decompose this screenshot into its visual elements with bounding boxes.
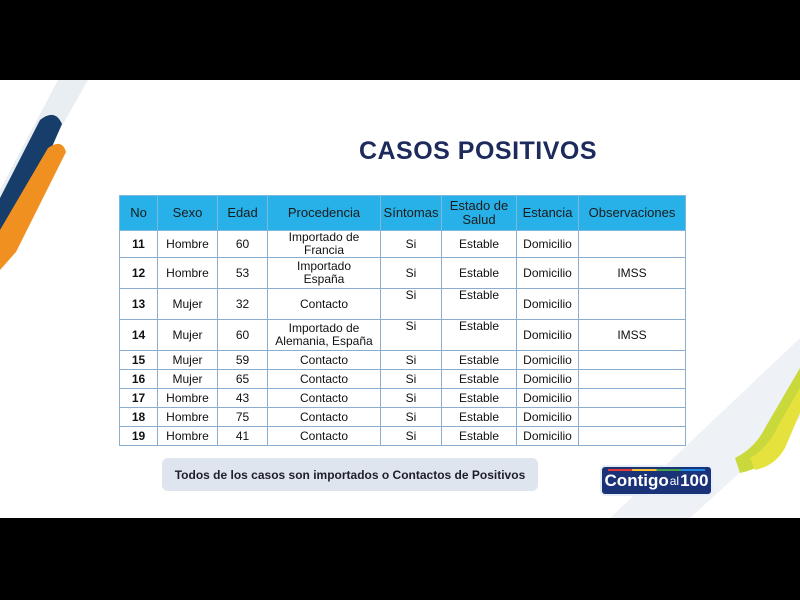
cell-no: 14	[120, 320, 158, 351]
cell-sexo: Hombre	[158, 231, 218, 258]
cell-observaciones	[579, 427, 686, 446]
cell-sexo: Hombre	[158, 389, 218, 408]
cell-sintomas: Si	[381, 427, 442, 446]
cell-estancia: Domicilio	[517, 427, 579, 446]
table-row	[120, 351, 686, 370]
cell-sexo: Mujer	[158, 289, 218, 320]
cell-estado: Estable	[442, 389, 517, 408]
table-header-row	[120, 196, 686, 231]
cell-estado: Estable	[442, 370, 517, 389]
cell-procedencia: Contacto	[268, 389, 381, 408]
header-estancia: Estancia	[517, 196, 579, 231]
cell-estado: Estable	[442, 351, 517, 370]
cell-estancia: Domicilio	[517, 231, 579, 258]
logo-color-bar	[608, 469, 705, 471]
cell-sexo: Mujer	[158, 320, 218, 351]
cell-edad: 59	[218, 351, 268, 370]
cell-edad: 60	[218, 320, 268, 351]
logo-text-100: 100	[680, 470, 709, 490]
cell-no: 12	[120, 258, 158, 289]
cell-procedencia	[268, 258, 381, 289]
cell-sintomas: Si	[381, 370, 442, 389]
cell-estancia: Domicilio	[517, 370, 579, 389]
table-row	[120, 389, 686, 408]
cell-sexo: Hombre	[158, 427, 218, 446]
cell-sintomas: Si	[381, 320, 442, 351]
cell-sexo: Mujer	[158, 351, 218, 370]
cell-no: 16	[120, 370, 158, 389]
table-row	[120, 231, 686, 258]
header-no: No	[120, 196, 158, 231]
table-row	[120, 258, 686, 289]
table-row	[120, 408, 686, 427]
cell-estancia: Domicilio	[517, 389, 579, 408]
cell-procedencia: Contacto	[268, 351, 381, 370]
decorative-swoosh-left	[0, 80, 110, 280]
cell-sexo: Hombre	[158, 408, 218, 427]
table-row	[120, 289, 686, 320]
summary-note	[162, 458, 538, 491]
table-row	[120, 370, 686, 389]
cell-sexo: Hombre	[158, 258, 218, 289]
procedencia-text: Importado España	[296, 259, 352, 286]
cell-estancia: Domicilio	[517, 258, 579, 289]
table-row	[120, 427, 686, 446]
cell-edad: 65	[218, 370, 268, 389]
cell-estado: Estable	[442, 258, 517, 289]
header-edad: Edad	[218, 196, 268, 231]
logo-text-al: al	[669, 473, 680, 488]
procedencia-text: Importado de Alemania, España	[275, 321, 373, 348]
cell-estancia: Domicilio	[517, 408, 579, 427]
cell-observaciones: IMSS	[579, 258, 686, 289]
cell-no: 13	[120, 289, 158, 320]
cell-estancia: Domicilio	[517, 289, 579, 320]
summary-note-text: Todos de los casos son importados o Contactos de Positivos	[174, 467, 526, 482]
slide	[0, 80, 800, 518]
cell-sintomas: Si	[381, 408, 442, 427]
cell-observaciones: IMSS	[579, 320, 686, 351]
header-procedencia: Procedencia	[268, 196, 381, 231]
cell-observaciones	[579, 231, 686, 258]
cell-sintomas: Si	[381, 389, 442, 408]
cell-estado: Estable	[442, 427, 517, 446]
cell-edad: 75	[218, 408, 268, 427]
cell-observaciones	[579, 408, 686, 427]
cell-observaciones	[579, 289, 686, 320]
cell-sintomas: Si	[381, 351, 442, 370]
cell-observaciones	[579, 389, 686, 408]
cell-observaciones	[579, 370, 686, 389]
header-sintomas: Síntomas	[381, 196, 442, 231]
cell-edad: 32	[218, 289, 268, 320]
cell-no: 17	[120, 389, 158, 408]
cell-procedencia: Contacto	[268, 427, 381, 446]
cell-procedencia: Importado de Francia	[268, 231, 381, 258]
cell-edad: 41	[218, 427, 268, 446]
page-title: CASOS POSITIVOS	[358, 137, 598, 165]
cell-procedencia: Contacto	[268, 408, 381, 427]
cell-procedencia	[268, 320, 381, 351]
cell-observaciones	[579, 351, 686, 370]
header-estado: Estado de Salud	[442, 196, 517, 231]
cell-estado: Estable	[442, 320, 517, 351]
cell-estado: Estable	[442, 289, 517, 320]
cell-no: 15	[120, 351, 158, 370]
cell-no: 11	[120, 231, 158, 258]
cell-edad: 53	[218, 258, 268, 289]
cell-estado: Estable	[442, 231, 517, 258]
cell-procedencia: Contacto	[268, 289, 381, 320]
cell-no: 19	[120, 427, 158, 446]
table-row	[120, 320, 686, 351]
cell-no: 18	[120, 408, 158, 427]
cases-table	[119, 195, 686, 446]
cell-sintomas: Si	[381, 231, 442, 258]
cell-sexo: Mujer	[158, 370, 218, 389]
cell-edad: 60	[218, 231, 268, 258]
header-observaciones: Observaciones	[579, 196, 686, 231]
cell-procedencia: Contacto	[268, 370, 381, 389]
contigo-al-100-logo	[600, 465, 713, 496]
cell-estancia: Domicilio	[517, 320, 579, 351]
cell-sintomas: Si	[381, 258, 442, 289]
cell-estado: Estable	[442, 408, 517, 427]
cell-edad: 43	[218, 389, 268, 408]
cell-sintomas: Si	[381, 289, 442, 320]
header-sexo: Sexo	[158, 196, 218, 231]
logo-text-contigo: Contigo	[604, 470, 669, 490]
cell-estancia: Domicilio	[517, 351, 579, 370]
